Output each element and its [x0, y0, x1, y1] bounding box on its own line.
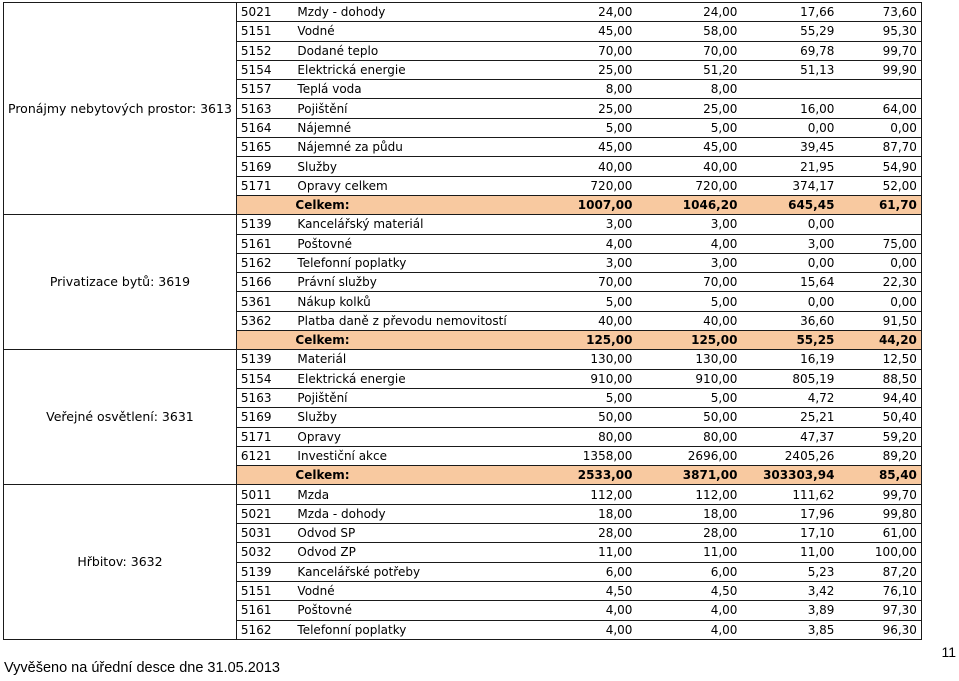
adjusted-budget-value: 18,00 [636, 504, 741, 523]
section-label: Privatizace bytů: 3619 [4, 215, 237, 350]
actual-value: 374,17 [741, 176, 838, 195]
item-code: 5166 [236, 273, 293, 292]
budget-value: 40,00 [531, 311, 636, 330]
total-spacer [236, 466, 293, 485]
budget-value: 3,00 [531, 253, 636, 272]
adjusted-budget-value: 3,00 [636, 215, 741, 234]
actual-value: 4,72 [741, 388, 838, 407]
percent-value: 99,70 [838, 485, 921, 504]
budget-value: 45,00 [531, 22, 636, 41]
item-code: 5171 [236, 427, 293, 446]
adjusted-budget-value: 80,00 [636, 427, 741, 446]
item-name: Pojištění [293, 388, 531, 407]
actual-value: 3,42 [741, 581, 838, 600]
item-code: 5011 [236, 485, 293, 504]
item-code: 5151 [236, 581, 293, 600]
percent-value: 87,20 [838, 562, 921, 581]
posting-note: Vyvěšeno na úřední desce dne 31.05.2013 [4, 660, 280, 676]
actual-value: 36,60 [741, 311, 838, 330]
actual-value: 55,29 [741, 22, 838, 41]
actual-value: 5,23 [741, 562, 838, 581]
percent-value: 96,30 [838, 620, 921, 639]
item-name: Mzda [293, 485, 531, 504]
adjusted-budget-value: 4,50 [636, 581, 741, 600]
adjusted-budget-value: 3,00 [636, 253, 741, 272]
percent-value: 99,80 [838, 504, 921, 523]
item-code: 6121 [236, 446, 293, 465]
percent-value: 87,70 [838, 138, 921, 157]
total-budget-value: 125,00 [531, 331, 636, 350]
budget-value: 8,00 [531, 80, 636, 99]
total-adjusted-budget-value: 3871,00 [636, 466, 741, 485]
actual-value: 21,95 [741, 157, 838, 176]
adjusted-budget-value: 45,00 [636, 138, 741, 157]
percent-value: 52,00 [838, 176, 921, 195]
item-code: 5139 [236, 562, 293, 581]
adjusted-budget-value: 5,00 [636, 292, 741, 311]
item-name: Mzda - dohody [293, 504, 531, 523]
actual-value: 17,96 [741, 504, 838, 523]
budget-value: 1358,00 [531, 446, 636, 465]
adjusted-budget-value: 24,00 [636, 3, 741, 22]
item-code: 5161 [236, 234, 293, 253]
actual-value: 2405,26 [741, 446, 838, 465]
percent-value: 76,10 [838, 581, 921, 600]
actual-value: 25,21 [741, 408, 838, 427]
percent-value: 54,90 [838, 157, 921, 176]
item-code: 5171 [236, 176, 293, 195]
adjusted-budget-value: 11,00 [636, 543, 741, 562]
adjusted-budget-value: 4,00 [636, 620, 741, 639]
budget-value: 45,00 [531, 138, 636, 157]
item-code: 5362 [236, 311, 293, 330]
adjusted-budget-value: 6,00 [636, 562, 741, 581]
actual-value: 3,00 [741, 234, 838, 253]
budget-value: 4,00 [531, 601, 636, 620]
item-code: 5161 [236, 601, 293, 620]
total-label: Celkem: [293, 466, 531, 485]
total-adjusted-budget-value: 125,00 [636, 331, 741, 350]
item-code: 5139 [236, 350, 293, 369]
percent-value: 12,50 [838, 350, 921, 369]
percent-value [838, 215, 921, 234]
item-code: 5361 [236, 292, 293, 311]
actual-value: 15,64 [741, 273, 838, 292]
actual-value: 17,66 [741, 3, 838, 22]
item-name: Vodné [293, 22, 531, 41]
budget-value: 50,00 [531, 408, 636, 427]
item-name: Telefonní poplatky [293, 620, 531, 639]
item-name: Dodané teplo [293, 41, 531, 60]
actual-value: 47,37 [741, 427, 838, 446]
item-name: Nájemné za půdu [293, 138, 531, 157]
item-name: Elektrická energie [293, 369, 531, 388]
adjusted-budget-value: 40,00 [636, 311, 741, 330]
actual-value: 0,00 [741, 118, 838, 137]
adjusted-budget-value: 4,00 [636, 234, 741, 253]
total-spacer [236, 195, 293, 214]
total-percent-value: 85,40 [838, 466, 921, 485]
item-name: Služby [293, 157, 531, 176]
percent-value: 99,90 [838, 60, 921, 79]
item-name: Pojištění [293, 99, 531, 118]
actual-value: 0,00 [741, 215, 838, 234]
percent-value: 89,20 [838, 446, 921, 465]
item-name: Materiál [293, 350, 531, 369]
item-name: Mzdy - dohody [293, 3, 531, 22]
actual-value: 3,85 [741, 620, 838, 639]
item-name: Elektrická energie [293, 60, 531, 79]
actual-value: 51,13 [741, 60, 838, 79]
budget-value: 4,00 [531, 234, 636, 253]
page-number: 11 [941, 644, 956, 660]
budget-value: 11,00 [531, 543, 636, 562]
adjusted-budget-value: 50,00 [636, 408, 741, 427]
adjusted-budget-value: 112,00 [636, 485, 741, 504]
percent-value: 0,00 [838, 118, 921, 137]
percent-value: 91,50 [838, 311, 921, 330]
item-code: 5021 [236, 3, 293, 22]
percent-value: 64,00 [838, 99, 921, 118]
item-code: 5152 [236, 41, 293, 60]
item-name: Opravy celkem [293, 176, 531, 195]
section-label: Pronájmy nebytových prostor: 3613 [4, 3, 237, 215]
actual-value: 11,00 [741, 543, 838, 562]
adjusted-budget-value: 5,00 [636, 118, 741, 137]
item-name: Poštovné [293, 601, 531, 620]
total-percent-value: 44,20 [838, 331, 921, 350]
adjusted-budget-value: 910,00 [636, 369, 741, 388]
item-code: 5163 [236, 99, 293, 118]
budget-value: 4,50 [531, 581, 636, 600]
budget-value: 5,00 [531, 292, 636, 311]
item-code: 5151 [236, 22, 293, 41]
total-adjusted-budget-value: 1046,20 [636, 195, 741, 214]
item-name: Odvod SP [293, 524, 531, 543]
total-percent-value: 61,70 [838, 195, 921, 214]
adjusted-budget-value: 2696,00 [636, 446, 741, 465]
item-code: 5169 [236, 157, 293, 176]
budget-value: 4,00 [531, 620, 636, 639]
item-name: Nákup kolků [293, 292, 531, 311]
percent-value: 95,30 [838, 22, 921, 41]
percent-value: 94,40 [838, 388, 921, 407]
item-name: Teplá voda [293, 80, 531, 99]
total-label: Celkem: [293, 195, 531, 214]
percent-value: 97,30 [838, 601, 921, 620]
item-name: Poštovné [293, 234, 531, 253]
adjusted-budget-value: 4,00 [636, 601, 741, 620]
adjusted-budget-value: 720,00 [636, 176, 741, 195]
total-spacer [236, 331, 293, 350]
total-budget-value: 2533,00 [531, 466, 636, 485]
adjusted-budget-value: 40,00 [636, 157, 741, 176]
adjusted-budget-value: 70,00 [636, 273, 741, 292]
percent-value: 0,00 [838, 292, 921, 311]
budget-value: 6,00 [531, 562, 636, 581]
budget-value: 40,00 [531, 157, 636, 176]
item-code: 5021 [236, 504, 293, 523]
section-label: Hřbitov: 3632 [4, 485, 237, 639]
item-name: Telefonní poplatky [293, 253, 531, 272]
budget-value: 18,00 [531, 504, 636, 523]
total-label: Celkem: [293, 331, 531, 350]
total-actual-value: 303303,94 [741, 466, 838, 485]
actual-value: 69,78 [741, 41, 838, 60]
budget-value: 720,00 [531, 176, 636, 195]
actual-value: 111,62 [741, 485, 838, 504]
item-name: Právní služby [293, 273, 531, 292]
item-code: 5032 [236, 543, 293, 562]
budget-value: 70,00 [531, 273, 636, 292]
percent-value: 22,30 [838, 273, 921, 292]
item-code: 5139 [236, 215, 293, 234]
item-name: Investiční akce [293, 446, 531, 465]
item-name: Vodné [293, 581, 531, 600]
table-row [4, 3, 922, 22]
budget-value: 910,00 [531, 369, 636, 388]
budget-value: 25,00 [531, 60, 636, 79]
percent-value: 59,20 [838, 427, 921, 446]
item-code: 5157 [236, 80, 293, 99]
percent-value: 73,60 [838, 3, 921, 22]
actual-value: 3,89 [741, 601, 838, 620]
percent-value [838, 80, 921, 99]
table-row [4, 215, 922, 234]
budget-value: 130,00 [531, 350, 636, 369]
table-row [4, 350, 922, 369]
budget-value: 5,00 [531, 388, 636, 407]
budget-value: 3,00 [531, 215, 636, 234]
budget-value: 112,00 [531, 485, 636, 504]
adjusted-budget-value: 5,00 [636, 388, 741, 407]
item-code: 5162 [236, 620, 293, 639]
item-code: 5165 [236, 138, 293, 157]
total-actual-value: 55,25 [741, 331, 838, 350]
actual-value [741, 80, 838, 99]
item-name: Nájemné [293, 118, 531, 137]
actual-value: 0,00 [741, 292, 838, 311]
budget-value: 28,00 [531, 524, 636, 543]
item-name: Odvod ZP [293, 543, 531, 562]
actual-value: 805,19 [741, 369, 838, 388]
budget-value: 5,00 [531, 118, 636, 137]
actual-value: 0,00 [741, 253, 838, 272]
item-name: Opravy [293, 427, 531, 446]
percent-value: 99,70 [838, 41, 921, 60]
percent-value: 100,00 [838, 543, 921, 562]
item-name: Platba daně z převodu nemovitostí [293, 311, 531, 330]
actual-value: 16,19 [741, 350, 838, 369]
actual-value: 39,45 [741, 138, 838, 157]
adjusted-budget-value: 130,00 [636, 350, 741, 369]
adjusted-budget-value: 25,00 [636, 99, 741, 118]
item-code: 5162 [236, 253, 293, 272]
total-budget-value: 1007,00 [531, 195, 636, 214]
section-label: Veřejné osvětlení: 3631 [4, 350, 237, 485]
percent-value: 88,50 [838, 369, 921, 388]
adjusted-budget-value: 70,00 [636, 41, 741, 60]
adjusted-budget-value: 51,20 [636, 60, 741, 79]
budget-value: 24,00 [531, 3, 636, 22]
item-name: Kancelářský materiál [293, 215, 531, 234]
adjusted-budget-value: 8,00 [636, 80, 741, 99]
budget-value: 80,00 [531, 427, 636, 446]
item-name: Kancelářské potřeby [293, 562, 531, 581]
table-row [4, 485, 922, 504]
item-code: 5031 [236, 524, 293, 543]
total-actual-value: 645,45 [741, 195, 838, 214]
actual-value: 16,00 [741, 99, 838, 118]
item-code: 5154 [236, 60, 293, 79]
percent-value: 50,40 [838, 408, 921, 427]
adjusted-budget-value: 28,00 [636, 524, 741, 543]
item-code: 5163 [236, 388, 293, 407]
item-code: 5154 [236, 369, 293, 388]
budget-value: 25,00 [531, 99, 636, 118]
item-name: Služby [293, 408, 531, 427]
percent-value: 61,00 [838, 524, 921, 543]
percent-value: 0,00 [838, 253, 921, 272]
percent-value: 75,00 [838, 234, 921, 253]
item-code: 5169 [236, 408, 293, 427]
budget-value: 70,00 [531, 41, 636, 60]
budget-table [3, 2, 922, 640]
item-code: 5164 [236, 118, 293, 137]
actual-value: 17,10 [741, 524, 838, 543]
adjusted-budget-value: 58,00 [636, 22, 741, 41]
